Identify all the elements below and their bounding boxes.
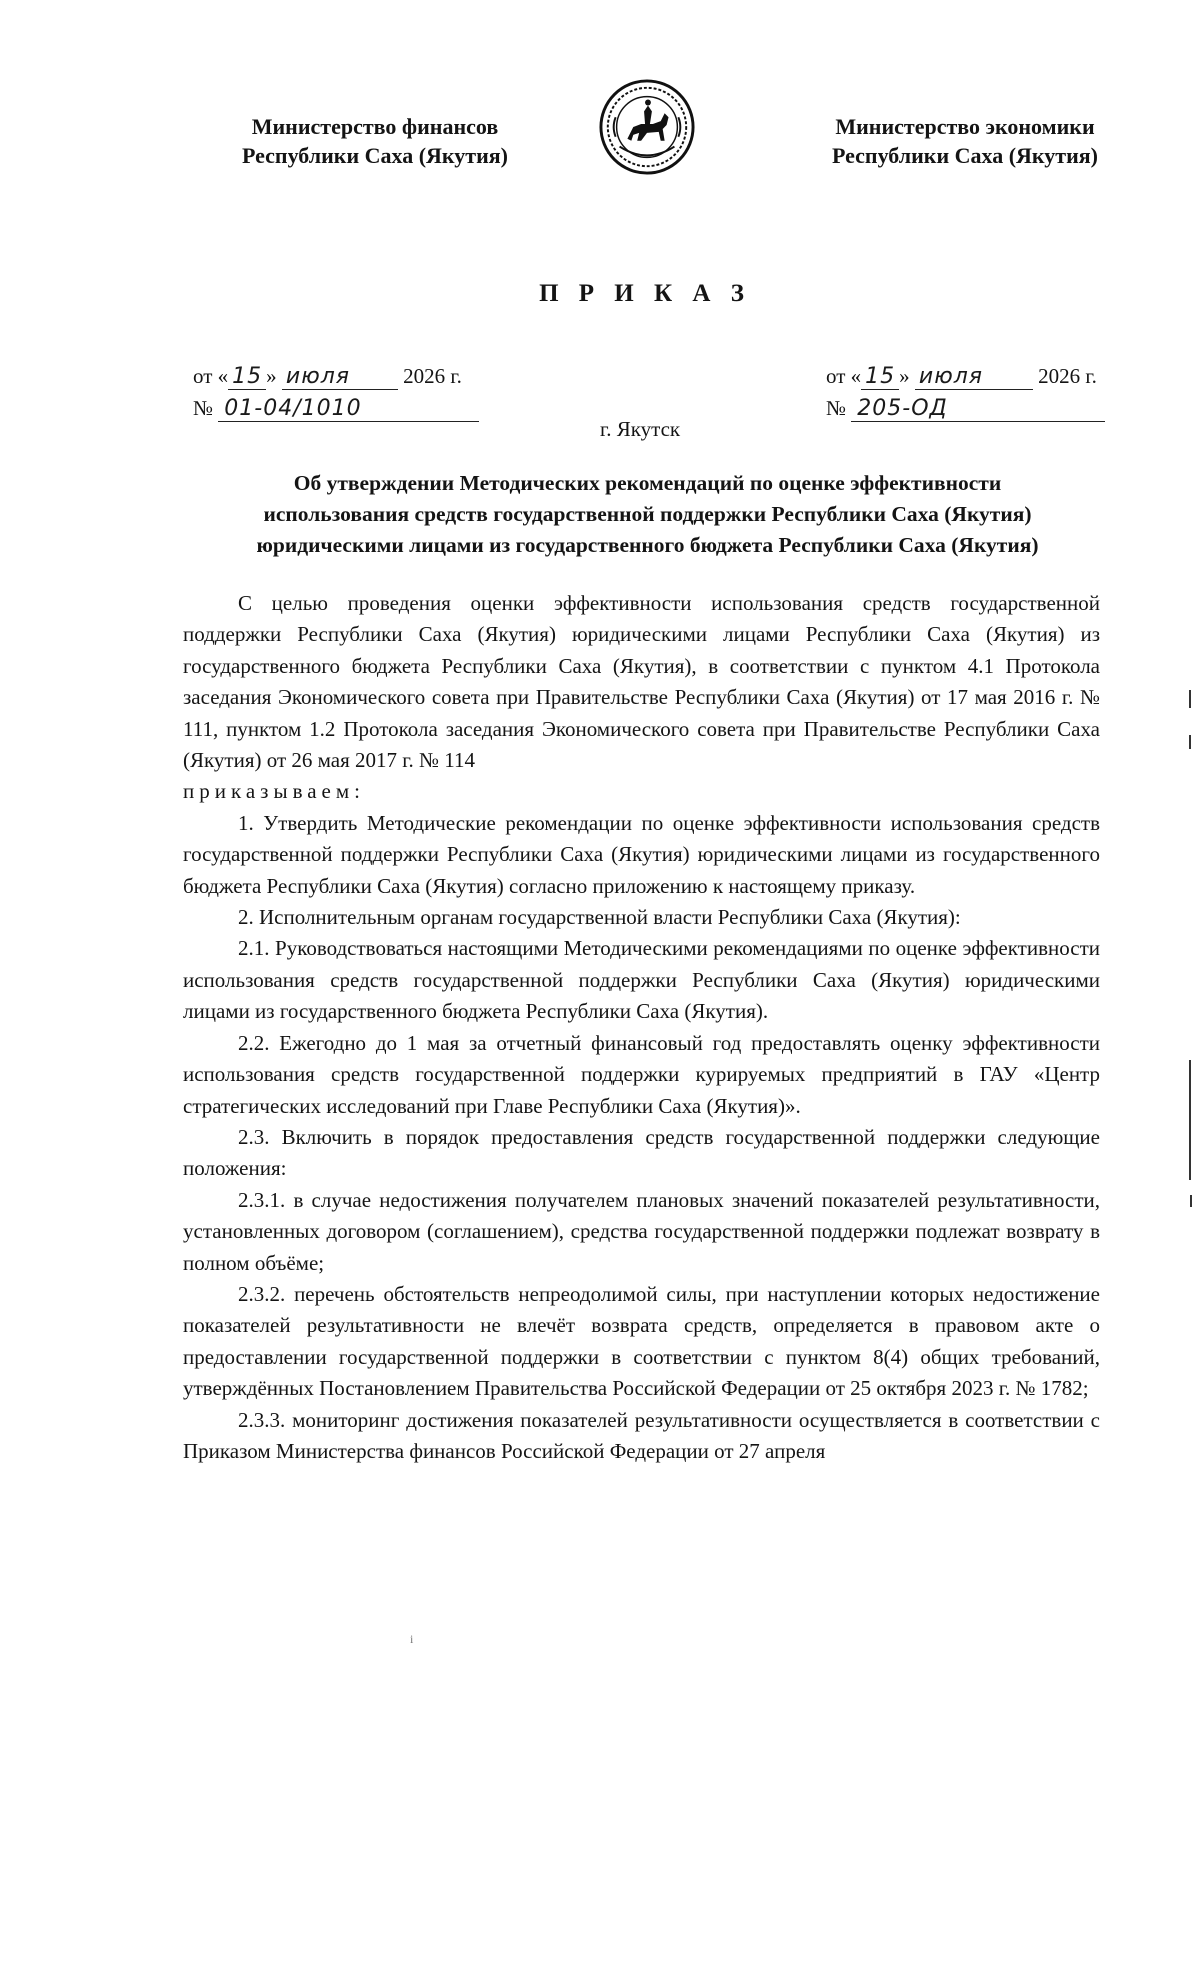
date-year: 2026 г. xyxy=(403,364,462,388)
right-ministry-line-2: Республики Саха (Якутия) xyxy=(831,143,1099,168)
left-order-date-number xyxy=(193,360,479,424)
right-ministry-header xyxy=(795,112,1135,170)
scan-edge-mark xyxy=(1189,690,1191,708)
coat-of-arms-icon xyxy=(598,78,696,176)
order-subject xyxy=(160,468,1135,561)
left-order-date xyxy=(193,360,479,392)
scan-edge-mark xyxy=(1189,735,1191,749)
date-prefix: от « xyxy=(193,364,229,388)
right-ministry-line-1: Министерство экономики xyxy=(835,114,1095,139)
preamble-paragraph: С целью проведения оценки эффективности использования средств государственной поддержки Республики Саха (Якутия) юридическими лицами Республики Саха (Якутия) из государственного бюджета Республики Саха (Якутия), в соответствии с пунктом 4.1 Протокола заседания Экономического совета при Правительстве Республики Саха (Якутия) от 17 мая 2016 г. № 111, пунктом 1.2 Протокола заседания Экономического совета при Правительстве Республики Саха (Якутия) от 26 мая 2017 г. № 114 xyxy=(183,591,1100,773)
scan-edge-mark xyxy=(1189,1060,1191,1180)
left-ministry-line-1: Министерство финансов xyxy=(251,114,499,139)
date-quote: » xyxy=(899,364,910,388)
scan-page-mark: i xyxy=(410,1632,414,1646)
item-2-1-paragraph: 2.1. Руководствоваться настоящими Методическими рекомендациями по оценке эффективности использования средств государственной поддержки Республики Саха (Якутия) юридическими лицами из государственного бюджета Республики Саха (Якутия). xyxy=(183,936,1100,1024)
subject-line-2: использования средств государственной поддержки Республики Саха (Якутия) xyxy=(263,502,1032,526)
date-quote: » xyxy=(266,364,277,388)
order-word: приказываем: xyxy=(183,779,365,804)
handwritten-month: июля xyxy=(915,365,1033,390)
order-word-line xyxy=(183,776,1100,807)
scan-edge-mark xyxy=(1190,1195,1192,1207)
handwritten-number: 205-ОД xyxy=(851,397,1105,422)
date-year: 2026 г. xyxy=(1038,364,1097,388)
item-2-2-paragraph: 2.2. Ежегодно до 1 мая за отчетный финансовый год предоставлять оценку эффективности использования средств государственной поддержки курируемых предприятий в ГАУ «Центр стратегических исследований при Главе Республики Саха (Якутия)». xyxy=(183,1030,1100,1118)
item-1-paragraph: 1. Утвердить Методические рекомендации по оценке эффективности использования средств государственной поддержки Республики Саха (Якутия) юридическими лицами из государственного бюджета Республики Саха (Якутия) согласно приложению к настоящему приказу. xyxy=(183,810,1100,898)
date-prefix: от « xyxy=(826,364,862,388)
number-sign: № xyxy=(826,396,847,420)
handwritten-day: 15 xyxy=(228,365,266,390)
item-2-3-paragraph: 2.3. Включить в порядок предоставления средств государственной поддержки следующие положения: xyxy=(183,1124,1100,1181)
subject-line-3: юридическими лицами из государственного бюджета Республики Саха (Якутия) xyxy=(256,533,1039,557)
order-body xyxy=(183,588,1100,1467)
left-ministry-header xyxy=(205,112,545,170)
document-title: П Р И К А З xyxy=(539,280,751,307)
subject-line-1: Об утверждении Методических рекомендаций по оценке эффективности xyxy=(293,471,1002,495)
item-2-3-1-paragraph: 2.3.1. в случае недостижения получателем плановых значений показателей результативности, установленных договором (соглашением), средства государственной поддержки подлежат возврату в полном объёме; xyxy=(183,1187,1100,1275)
handwritten-number: 01-04/1010 xyxy=(218,397,479,422)
left-order-number xyxy=(193,392,479,424)
left-ministry-line-2: Республики Саха (Якутия) xyxy=(241,143,509,168)
handwritten-day: 15 xyxy=(861,365,899,390)
item-2-3-3-paragraph: 2.3.3. мониторинг достижения показателей результативности осуществляется в соответствии с Приказом Министерства финансов Российской Федерации от 27 апреля xyxy=(183,1407,1100,1463)
item-2-paragraph: 2. Исполнительным органам государственной власти Республики Саха (Якутия): xyxy=(238,905,961,930)
right-order-date xyxy=(826,360,1105,392)
item-2-3-2-paragraph: 2.3.2. перечень обстоятельств непреодолимой силы, при наступлении которых недостижение показателей результативности не влечёт возврата средств, определяется в правовом акте о предоставлении государственной поддержки в соответствии с пунктом 8(4) общих требований, утверждённых Постановлением Правительства Российской Федерации от 25 октября 2023 г. № 1782; xyxy=(183,1281,1100,1401)
right-order-number xyxy=(826,392,1105,424)
handwritten-month: июля xyxy=(282,365,398,390)
number-sign: № xyxy=(193,396,214,420)
right-order-date-number xyxy=(826,360,1105,424)
city-name: г. Якутск xyxy=(600,417,681,441)
